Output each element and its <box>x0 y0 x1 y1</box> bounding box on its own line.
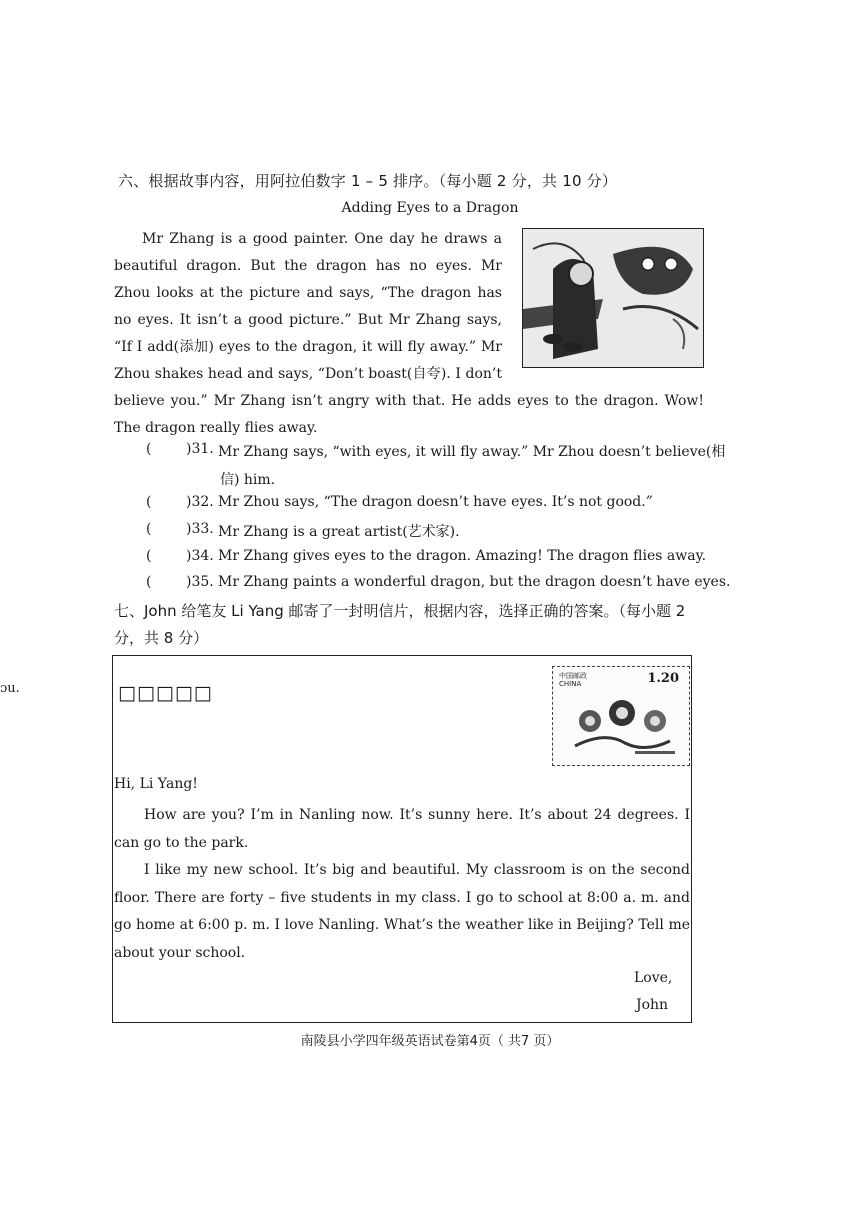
stamp-country-en: CHINA <box>559 680 582 688</box>
letter-paragraph: How are you? I’m in Nanling now. It’s sunny here. It’s about 24 degrees. I can go to the park. <box>114 807 690 851</box>
edge-fragment: ɔu. <box>0 681 20 696</box>
story-text: Mr Zhang is a good painter. One day he draws a beautiful dragon. But the dragon has no eyes. Mr Zhou looks at the picture and says, “The dragon has no eyes. It isn’t a good picture.” But Mr Zhang says, “If I add(添加) eyes to the dragon, it will fly away.” Mr Zhou shakes head and says, “Don’t boast(自夸). I don’t believe you.” Mr Zhang isn’t angry with that. He adds eyes to the dragon. Wow! The dragon really flies away. <box>114 231 704 436</box>
postcode-boxes: □□□□□ <box>118 682 213 704</box>
story-passage <box>114 226 704 442</box>
page-footer: 南陵县小学四年级英语试卷第4页（ 共7 页） <box>300 1034 560 1049</box>
letter-paragraph: I like my new school. It’s big and beautiful. My classroom is on the second floor. There are forty – five students in my class. I go to school at 8:00 a. m. and go home at 6:00 p. m. I love Nanling. What’s the weather like in Beijing? Tell me about your school. <box>114 862 690 961</box>
letter-body <box>114 802 690 967</box>
section-7-heading: 七、John 给笔友 Li Yang 邮寄了一封明信片，根据内容，选择正确的答案。（每小题 2 分，共 8 分） <box>114 602 686 647</box>
section-6-heading: 六、根据故事内容，用阿拉伯数字 1 – 5 排序。（每小题 2 分，共 10 分） <box>118 172 618 190</box>
dragon-illustration <box>522 228 704 368</box>
greeting: Hi, Li Yang! <box>114 776 198 792</box>
story-title: Adding Eyes to a Dragon <box>341 200 519 216</box>
stamp-value: 1.20 <box>647 671 679 686</box>
stamp <box>552 666 690 766</box>
stamp-country: 中国邮政 <box>559 672 587 680</box>
mascot-icon <box>565 691 680 761</box>
signature: John <box>636 997 669 1013</box>
closing: Love, <box>634 970 673 986</box>
